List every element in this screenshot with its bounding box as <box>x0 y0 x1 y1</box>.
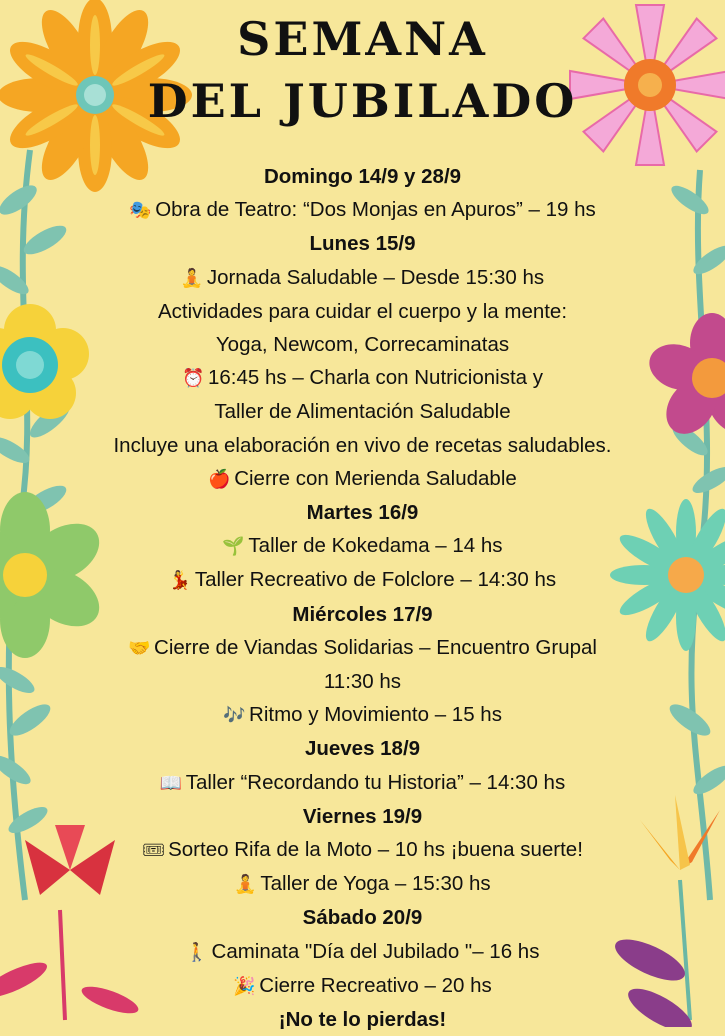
line-text: Domingo 14/9 y 28/9 <box>263 165 462 188</box>
schedule-item <box>0 833 725 867</box>
day-heading <box>0 732 725 765</box>
line-text: Miércoles 17/9 <box>292 602 433 626</box>
line-text: Taller de Yoga – 15:30 hs <box>260 872 491 896</box>
schedule-item <box>0 935 725 969</box>
line-text: Sábado 20/9 <box>302 906 423 930</box>
line-text: Actividades para cuidar el cuerpo y la mente: <box>157 299 568 323</box>
handshake-icon: 🤝 <box>128 637 151 659</box>
schedule-item <box>0 361 725 395</box>
day-heading <box>0 1003 725 1036</box>
dancer-icon: 💃 <box>168 570 192 592</box>
schedule-item <box>0 969 725 1003</box>
schedule-item <box>0 631 725 665</box>
seedling-icon: 🌱 <box>222 536 245 558</box>
line-text: Obra de Teatro: “Dos Monjas en Apuros” – 19 hs <box>155 198 596 222</box>
schedule-item <box>0 563 725 597</box>
alarm-clock-icon: ⏰ <box>181 368 205 390</box>
line-text: Yoga, Newcom, Correcaminatas <box>215 333 510 357</box>
line-text: Taller “Recordando tu Historia” – 14:30 hs <box>185 770 566 794</box>
walking-person-icon: 🚶 <box>185 941 208 963</box>
poster-title <box>0 8 725 132</box>
line-text: Caminata "Día del Jubilado "– 16 hs <box>211 939 540 963</box>
schedule-text <box>0 328 725 361</box>
day-heading <box>0 800 725 833</box>
ticket-icon: 🎟 <box>142 840 165 862</box>
day-heading <box>0 901 725 934</box>
line-text: Jueves 18/9 <box>304 737 421 761</box>
day-heading <box>0 598 725 631</box>
line-text: Taller Recreativo de Folclore – 14:30 hs <box>194 568 557 592</box>
open-book-icon: 📖 <box>159 772 183 794</box>
line-text: Viernes 19/9 <box>302 804 423 828</box>
music-notes-icon: 🎶 <box>223 705 246 727</box>
schedule-item <box>0 193 725 227</box>
schedule-text <box>0 665 725 698</box>
apple-icon: 🍎 <box>208 468 231 490</box>
schedule-text <box>0 295 725 328</box>
schedule-item <box>0 867 725 901</box>
line-text: Cierre de Viandas Solidarias – Encuentro Grupal <box>154 635 597 659</box>
day-heading <box>0 160 725 193</box>
title-line-2: DEL JUBILADO <box>147 74 578 128</box>
schedule-text <box>0 429 725 462</box>
line-text: Cierre Recreativo – 20 hs <box>259 973 492 997</box>
schedule-item <box>0 462 725 496</box>
line-text: 16:45 hs – Charla con Nutricionista y <box>207 366 543 390</box>
schedule-item <box>0 261 725 295</box>
line-text: Martes 16/9 <box>306 501 419 525</box>
line-text: Incluye una elaboración en vivo de recetas saludables. <box>113 433 612 457</box>
line-text: Lunes 15/9 <box>309 232 416 256</box>
schedule-item <box>0 529 725 563</box>
theater-masks-icon: 🎭 <box>129 200 152 222</box>
line-text: Jornada Saludable – Desde 15:30 hs <box>206 265 545 289</box>
schedule <box>0 160 725 1036</box>
schedule-item <box>0 698 725 732</box>
line-text: Ritmo y Movimiento – 15 hs <box>249 703 502 727</box>
schedule-item <box>0 766 725 800</box>
line-text: Taller de Alimentación Saludable <box>214 400 511 424</box>
line-text: Sorteo Rifa de la Moto – 10 hs ¡buena suerte! <box>168 838 583 862</box>
day-heading <box>0 496 725 529</box>
party-popper-icon: 🎉 <box>233 975 256 997</box>
line-text: ¡No te lo pierdas! <box>278 1008 447 1032</box>
line-text: 11:30 hs <box>323 670 402 694</box>
meditation-icon: 🧘 <box>234 874 257 896</box>
title-line-1: SEMANA <box>237 12 488 66</box>
day-heading <box>0 227 725 260</box>
line-text: Taller de Kokedama – 14 hs <box>248 534 503 558</box>
schedule-text <box>0 395 725 428</box>
meditation-icon: 🧘 <box>180 267 204 289</box>
line-text: Cierre con Merienda Saludable <box>234 466 517 490</box>
